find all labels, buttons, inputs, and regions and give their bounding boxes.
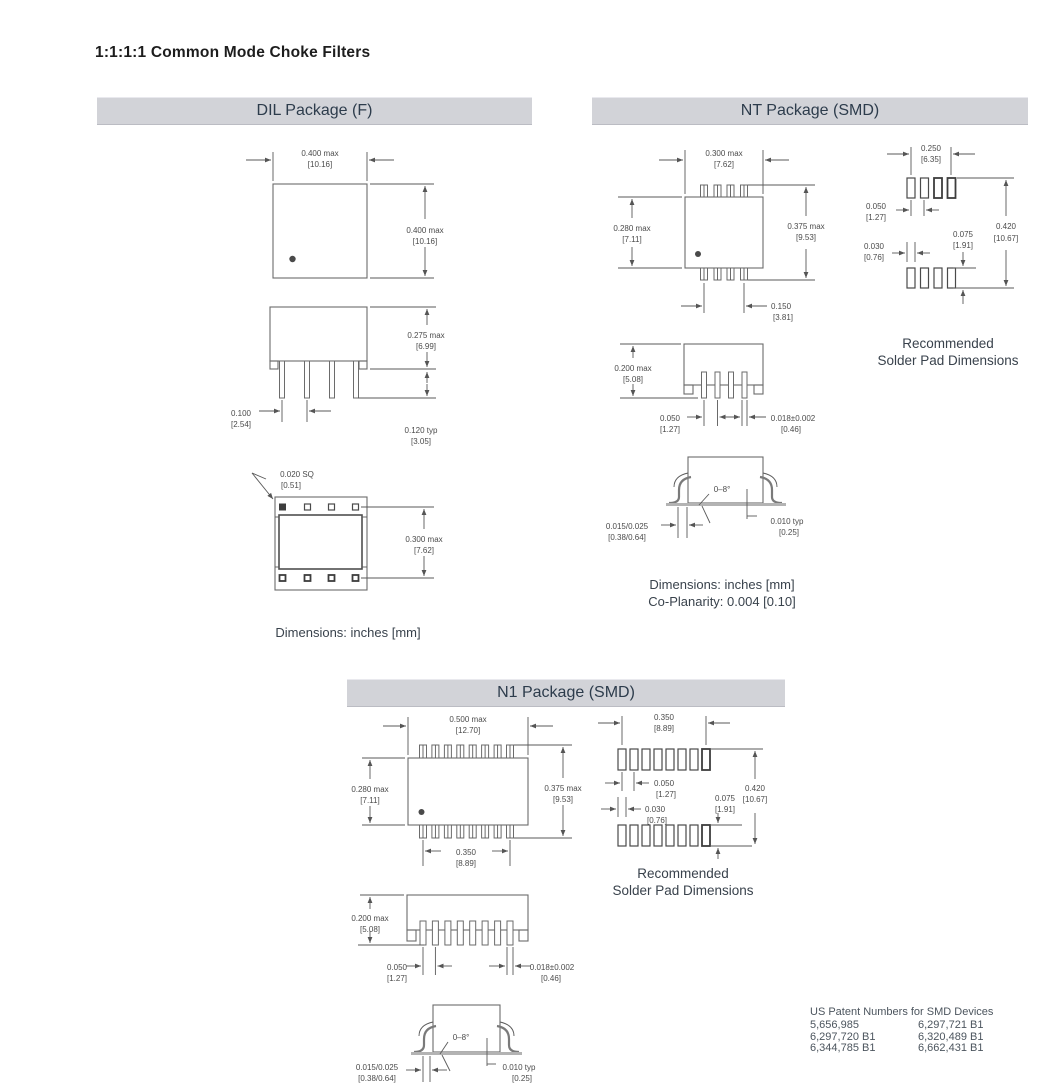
nt-dimensions-note-line1: Dimensions: inches [mm]	[649, 577, 795, 592]
dim-label: [6.99]	[415, 342, 437, 351]
dim-label: 0.420	[995, 222, 1017, 231]
dim-label: [10.16]	[307, 160, 333, 169]
nt-lead	[715, 372, 720, 398]
dil-pad	[353, 504, 359, 510]
dim-label: [5.08]	[622, 375, 644, 384]
solder-pad	[921, 268, 929, 288]
dim-label: 0.010 typ	[770, 517, 804, 526]
nt-end-view	[606, 457, 804, 542]
dil-bottom-view	[252, 470, 443, 590]
nt-solder-pad-note	[858, 335, 1038, 369]
nt-body-end	[688, 457, 763, 503]
dil-pad	[280, 575, 286, 581]
nt-body-side	[684, 344, 763, 385]
nt-lead	[729, 372, 734, 398]
dil-pad	[329, 575, 335, 581]
n1-body-outline	[408, 758, 528, 825]
dim-label: 0.200 max	[351, 914, 389, 923]
solder-pad	[678, 825, 686, 846]
solder-pad	[690, 825, 698, 846]
dim-label: [0.76]	[863, 253, 885, 262]
n1-body-end	[433, 1005, 500, 1052]
dim-label: 0.075	[952, 230, 974, 239]
nt-solder-pad-note-line1: Recommended	[902, 336, 994, 351]
dim-label: 0.030	[863, 242, 885, 251]
n1-lead	[482, 921, 488, 945]
solder-pad	[934, 178, 942, 198]
solder-pad	[921, 178, 929, 198]
patent-number: 5,656,985	[810, 1018, 859, 1031]
patent-number: 6,297,721 B1	[918, 1018, 984, 1031]
n1-lead	[445, 921, 451, 945]
solder-pad	[948, 268, 956, 288]
patent-number: 6,297,720 B1	[810, 1030, 876, 1043]
patent-number: 6,344,785 B1	[810, 1042, 876, 1055]
solder-pad	[654, 749, 662, 770]
solder-pad	[618, 825, 626, 846]
dil-top-view	[246, 149, 444, 278]
dim-label: [0.25]	[778, 528, 800, 537]
dim-label: [0.46]	[780, 425, 802, 434]
dim-label: [0.51]	[280, 481, 302, 490]
dim-label: [0.38/0.64]	[608, 533, 646, 542]
dim-label: 0.375 max	[787, 222, 825, 231]
nt-lead	[702, 372, 707, 398]
patent-row	[810, 1043, 1045, 1055]
solder-pad	[702, 749, 710, 770]
dil-side-view	[231, 307, 445, 446]
dim-label: [1.27]	[659, 425, 681, 434]
n1-solder-pad-note-line2: Solder Pad Dimensions	[612, 883, 754, 898]
nt-side-view	[614, 344, 815, 434]
solder-pad	[630, 825, 638, 846]
dim-label: 0.350	[653, 713, 675, 722]
dim-label: [0.46]	[540, 974, 562, 983]
section-header-nt-label: NT Package (SMD)	[740, 102, 880, 119]
nt-lead	[742, 372, 747, 398]
dil-pin	[354, 361, 359, 398]
dim-label: [3.05]	[410, 437, 432, 446]
dim-label: [10.67]	[993, 234, 1019, 243]
dim-label: [1.27]	[656, 790, 677, 799]
dim-label: 0–8°	[452, 1033, 470, 1042]
solder-pad	[642, 825, 650, 846]
dim-label: [10.67]	[742, 795, 768, 804]
dim-label: [7.62]	[713, 160, 735, 169]
solder-pad	[618, 749, 626, 770]
dim-label: 0.050	[386, 963, 408, 972]
solder-pad	[948, 178, 956, 198]
dim-label: [12.70]	[455, 726, 481, 735]
dim-label: 0.050	[865, 202, 887, 211]
dim-label: [10.16]	[412, 237, 438, 246]
patent-number: 6,320,489 B1	[918, 1030, 984, 1043]
dim-label: 0.250	[920, 144, 942, 153]
dim-label: 0.280 max	[613, 224, 651, 233]
dil-pin	[330, 361, 335, 398]
dim-label: 0.015/0.025	[605, 522, 649, 531]
dim-label: [6.35]	[920, 155, 942, 164]
dim-label: [1.27]	[865, 213, 887, 222]
dim-label: [7.11]	[622, 235, 642, 244]
solder-pad	[907, 268, 915, 288]
dim-label: 0.400 max	[406, 226, 444, 235]
solder-pad	[666, 825, 674, 846]
nt-dimensions-note	[618, 576, 826, 610]
dim-label: 0–8°	[713, 485, 731, 494]
dim-label: 0.400 max	[301, 149, 339, 158]
n1-lead	[470, 921, 476, 945]
n1-top-view	[351, 715, 581, 868]
solder-pad	[666, 749, 674, 770]
dil-pad	[329, 504, 335, 510]
dim-label: 0.500 max	[449, 715, 487, 724]
n1-solder-pads	[598, 713, 767, 859]
dil-pin	[280, 361, 285, 398]
nt-solder-pad-note-line2: Solder Pad Dimensions	[877, 353, 1019, 368]
dim-label: 0.018±0.002	[770, 414, 816, 423]
dim-label: 0.375 max	[544, 784, 582, 793]
pin1-marker-dot	[289, 256, 295, 262]
patents-title: US Patent Numbers for SMD Devices	[810, 1006, 994, 1018]
n1-lead	[432, 921, 438, 945]
dim-label: [5.08]	[359, 925, 381, 934]
solder-pad	[934, 268, 942, 288]
dim-label: 0.100	[230, 409, 252, 418]
dim-label: 0.120 typ	[404, 426, 438, 435]
dim-label: 0.020 SQ	[280, 470, 314, 479]
patent-number: 6,662,431 B1	[918, 1042, 984, 1055]
dil-pad	[305, 504, 311, 510]
n1-lead	[457, 921, 463, 945]
n1-lead	[420, 921, 426, 945]
n1-solder-pad-note	[593, 865, 773, 899]
dim-label: [8.89]	[653, 724, 675, 733]
nt-top-view	[613, 149, 824, 322]
dim-label: [0.38/0.64]	[358, 1074, 396, 1083]
dim-label: 0.015/0.025	[355, 1063, 399, 1072]
dim-label: [2.54]	[230, 420, 252, 429]
section-header-dil-label: DIL Package (F)	[256, 102, 373, 119]
dil-pad	[305, 575, 311, 581]
solder-pad	[654, 825, 662, 846]
pin1-marker-dot	[695, 251, 701, 257]
dim-label: [0.25]	[511, 1074, 533, 1083]
dim-label: 0.018±0.002	[529, 963, 575, 972]
nt-coplanarity-note: Co-Planarity: 0.004 [0.10]	[648, 594, 796, 609]
dil-body-outline	[273, 184, 367, 278]
dil-body-side	[270, 307, 367, 361]
dim-label: 0.200 max	[614, 364, 652, 373]
dim-label: 0.280 max	[351, 785, 389, 794]
solder-pad	[630, 749, 638, 770]
dim-label: 0.150	[771, 302, 792, 311]
dim-label: 0.075	[714, 794, 736, 803]
solder-pad	[678, 749, 686, 770]
dim-label: 0.420	[744, 784, 766, 793]
dil-pad	[280, 504, 286, 510]
nt-body-outline	[685, 197, 763, 268]
n1-end-view	[356, 1005, 536, 1083]
dim-label: 0.300 max	[705, 149, 743, 158]
patents-block	[810, 1007, 1045, 1055]
dim-label: 0.350	[455, 848, 477, 857]
n1-side-view	[351, 895, 574, 983]
section-header-n1-label: N1 Package (SMD)	[497, 684, 635, 701]
n1-solder-pad-note-line1: Recommended	[637, 866, 729, 881]
dim-label: [7.11]	[360, 796, 380, 805]
patent-row	[810, 1020, 1045, 1032]
dim-label: [3.81]	[773, 313, 794, 322]
dil-dimensions-note: Dimensions: inches [mm]	[275, 625, 421, 640]
dil-pin	[305, 361, 310, 398]
dim-label: [1.91]	[952, 241, 974, 250]
dim-label: [9.53]	[552, 795, 574, 804]
dil-pad	[353, 575, 359, 581]
dim-label: 0.010 typ	[502, 1063, 536, 1072]
dim-label: 0.030	[645, 805, 666, 814]
dim-label: 0.050	[654, 779, 675, 788]
page-title: 1:1:1:1 Common Mode Choke Filters	[95, 44, 371, 61]
dim-label: [1.91]	[714, 805, 736, 814]
solder-pad	[907, 178, 915, 198]
nt-solder-pads	[864, 144, 1018, 304]
dim-label: [7.62]	[413, 546, 435, 555]
dim-label: [9.53]	[795, 233, 817, 242]
dim-label: 0.050	[659, 414, 681, 423]
dim-label: 0.275 max	[407, 331, 445, 340]
dim-label: 0.300 max	[405, 535, 443, 544]
dim-label: [8.89]	[455, 859, 477, 868]
n1-lead	[495, 921, 501, 945]
dim-label: [1.27]	[386, 974, 408, 983]
solder-pad	[642, 749, 650, 770]
solder-pad	[702, 825, 710, 846]
solder-pad	[690, 749, 698, 770]
dim-label: [0.76]	[647, 816, 668, 825]
pin1-marker-dot	[419, 809, 425, 815]
n1-lead	[507, 921, 513, 945]
